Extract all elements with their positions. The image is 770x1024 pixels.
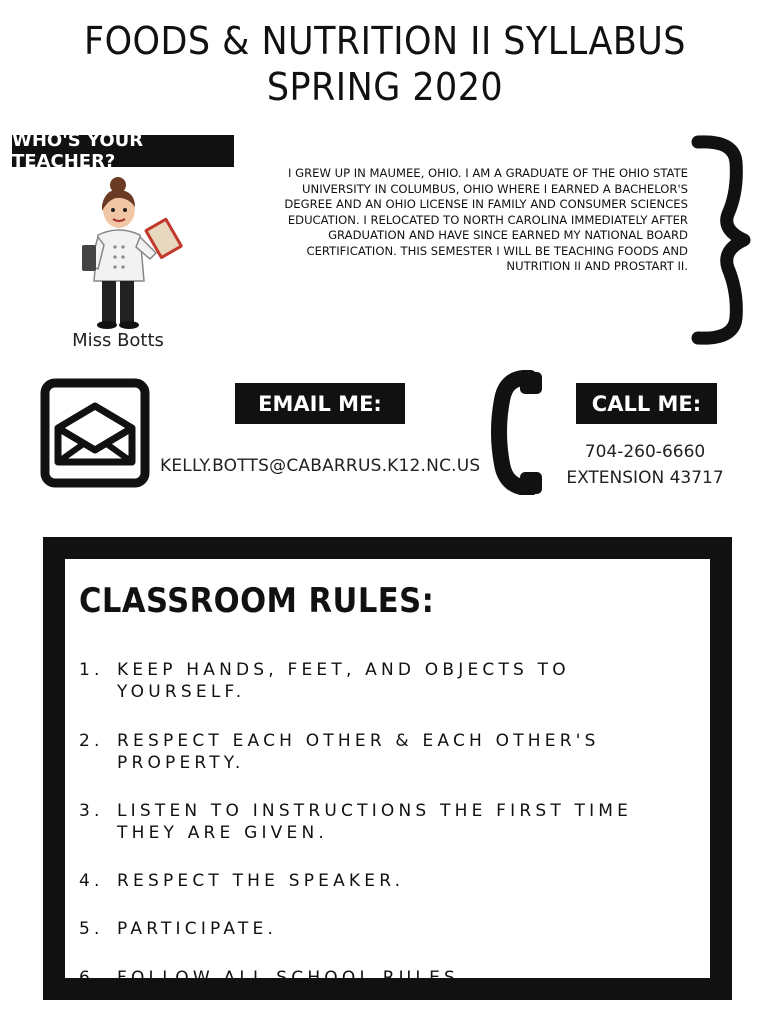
rule-text: RESPECT EACH OTHER & EACH OTHER'S PROPERTY. bbox=[117, 731, 600, 773]
rule-item bbox=[79, 800, 699, 844]
title-line-2: SPRING 2020 bbox=[266, 65, 504, 109]
envelope-icon bbox=[40, 378, 150, 488]
call-label: CALL ME: bbox=[576, 383, 717, 424]
rule-text: PARTICIPATE. bbox=[117, 919, 278, 939]
classroom-rules-panel bbox=[43, 537, 732, 1000]
rule-item bbox=[79, 870, 699, 892]
email-address[interactable]: KELLY.BOTTS@CABARRUS.K12.NC.US bbox=[160, 456, 481, 476]
rules-list bbox=[79, 659, 699, 989]
curly-brace-icon bbox=[684, 132, 754, 348]
rule-number: 4. bbox=[79, 871, 104, 891]
teacher-avatar-icon bbox=[78, 173, 188, 331]
rule-text: LISTEN TO INSTRUCTIONS THE FIRST TIME THEY ARE GIVEN. bbox=[117, 801, 633, 843]
rule-number: 5. bbox=[79, 919, 104, 939]
rule-item bbox=[79, 659, 699, 703]
rule-item bbox=[79, 967, 699, 989]
rule-number: 6. bbox=[79, 968, 104, 988]
rule-item bbox=[79, 918, 699, 940]
rule-item bbox=[79, 730, 699, 774]
rules-title: CLASSROOM RULES: bbox=[79, 581, 435, 621]
rule-text: RESPECT THE SPEAKER. bbox=[117, 871, 405, 891]
phone-extension: EXTENSION 43717 bbox=[566, 468, 724, 488]
teacher-bio: I GREW UP IN MAUMEE, OHIO. I AM A GRADUATE OF THE OHIO STATE UNIVERSITY IN COLUMBUS, OHIO WHERE I EARNED A BACHELOR'S DEGREE AND AN OHIO LICENSE IN FAMILY AND CONSUMER SCIENCES EDUCATION. I RELOCATED TO NORTH CAROLINA IMMEDIATELY AFTER GRADUATION AND HAVE SINCE EARNED MY NATIONAL BOARD CERTIFICATION. THIS SEMESTER I WILL BE TEACHING FOODS AND NUTRITION II AND PROSTART II. bbox=[284, 166, 688, 273]
rule-number: 2. bbox=[79, 731, 104, 751]
email-label: EMAIL ME: bbox=[235, 383, 405, 424]
phone-number[interactable]: 704-260-6660 bbox=[584, 442, 706, 462]
phone-handset-icon bbox=[488, 370, 548, 495]
rule-number: 1. bbox=[79, 660, 104, 680]
rule-text: KEEP HANDS, FEET, AND OBJECTS TO YOURSELF. bbox=[117, 660, 570, 702]
teacher-section-label: WHO'S YOUR TEACHER? bbox=[12, 135, 234, 167]
teacher-name: Miss Botts bbox=[72, 330, 164, 351]
rule-text: FOLLOW ALL SCHOOL RULES. bbox=[117, 968, 469, 988]
page-title bbox=[31, 18, 739, 110]
title-line-1: FOODS & NUTRITION II SYLLABUS bbox=[84, 19, 686, 63]
rule-number: 3. bbox=[79, 801, 104, 821]
